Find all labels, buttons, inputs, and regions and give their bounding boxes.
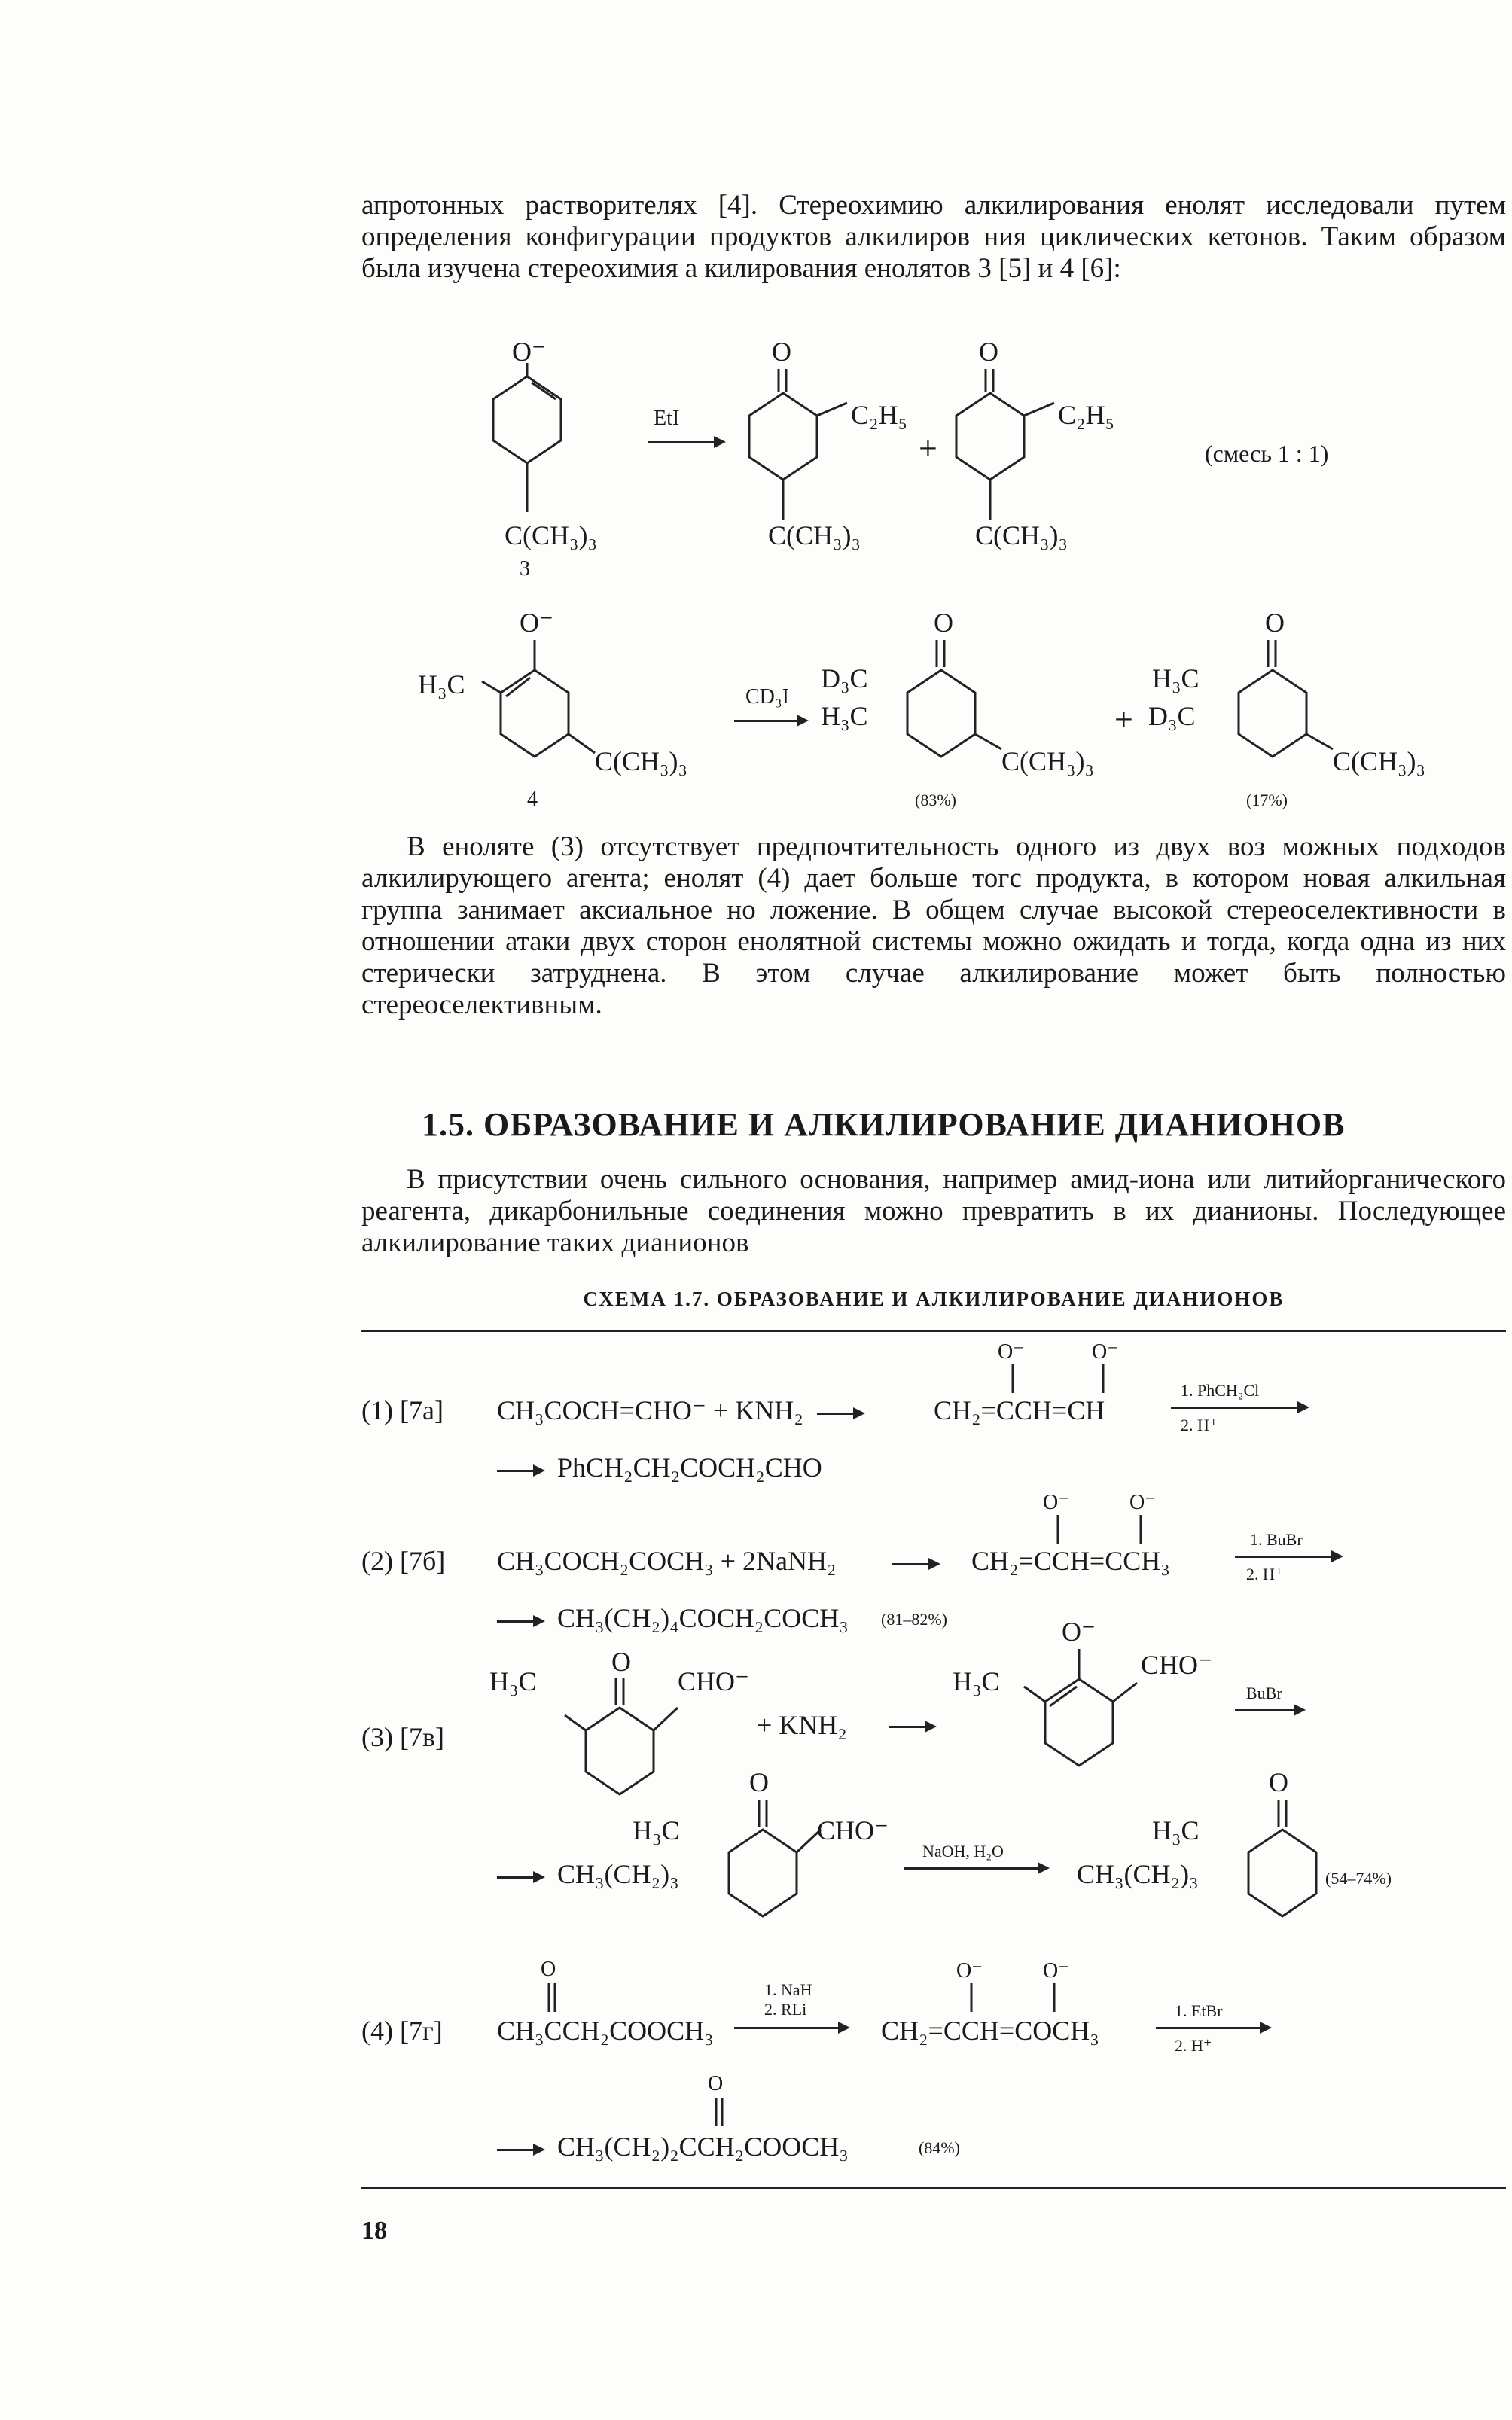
reaction-label: (1) [7а] [361, 1395, 444, 1425]
reagent-label: BuBr [1246, 1684, 1282, 1702]
o-minus-label: O⁻ [1129, 1491, 1156, 1514]
condition-2: 2. RLi [764, 2000, 807, 2019]
alkyl-chain-label: CH₃(CH₂)₃ [557, 1859, 679, 1889]
o-minus-label: O⁻ [1062, 1617, 1096, 1647]
yield-label: (83%) [915, 791, 956, 809]
product: CH₃(CH₂)₄COCH₂COCH₃ [557, 1603, 849, 1633]
o-minus-label: O⁻ [998, 1340, 1024, 1364]
tbu-label: C(CH₃)₃ [1333, 746, 1426, 776]
o-minus-label: O⁻ [1043, 1491, 1069, 1514]
reaction-arrow [904, 1867, 1047, 1870]
reactants: CH₃COCH=CHO⁻ + KNH₂ [497, 1395, 803, 1425]
reaction-label: (2) [7б] [361, 1546, 446, 1576]
condition-2: 2. H⁺ [1181, 1416, 1218, 1434]
final-ketone-ring [1205, 1800, 1355, 1935]
condition-1: 1. NaH [764, 1980, 812, 1999]
caption-rule [361, 1330, 1506, 1332]
tbu-label: C(CH₃)₃ [505, 520, 598, 550]
reaction-arrow [1171, 1407, 1306, 1409]
dianion: CH₂=CCH=CH [934, 1395, 1105, 1425]
o-label: O [1269, 1767, 1288, 1797]
o-minus-label: O⁻ [512, 337, 546, 367]
reaction-arrow [497, 1876, 542, 1879]
reaction-arrow [497, 1470, 542, 1472]
condition-2: 2. H⁺ [1246, 1565, 1284, 1583]
condition-label: NaOH, H₂O [922, 1842, 1004, 1861]
methyl-label: H₃C [1152, 663, 1200, 693]
reaction-arrow [734, 720, 806, 722]
reaction-arrow [648, 441, 723, 443]
dianion: CH₂=CCH=COCH₃ [881, 2016, 1099, 2046]
alkyl-chain-label: CH₃(CH₂)₃ [1077, 1859, 1199, 1889]
o-minus-label: O⁻ [956, 1959, 983, 1983]
condition-3: 1. EtBr [1175, 2001, 1223, 2020]
d3c-label: D₃C [821, 663, 868, 693]
aldehyde-anion-label: CHO⁻ [678, 1666, 750, 1696]
aldehyde-anion-label: CHO⁻ [1141, 1650, 1213, 1680]
reaction-arrow [497, 2149, 542, 2151]
page-number: 18 [361, 2217, 387, 2245]
methyl-label: H₃C [1152, 1815, 1200, 1845]
oxygen-bonds [1005, 1364, 1111, 1394]
scheme-caption: СХЕМА 1.7. ОБРАЗОВАНИЕ И АЛКИЛИРОВАНИЕ ДИАНИОНОВ [583, 1288, 1285, 1310]
methyl-label: H₃C [633, 1815, 680, 1845]
compound-number-3: 3 [520, 557, 530, 581]
tbu-label: C(CH₃)₃ [1001, 746, 1095, 776]
reaction-arrow [497, 1620, 542, 1623]
product-ring-1 [745, 369, 873, 527]
o-label: O [934, 608, 953, 638]
paragraph-intro: апротонных растворителях [4]. Стереохимию алкилирования енолят исследовали путем определения конфигурации продуктов алкилиров ния циклических кетонов. Таким образом была изучена стереохимия а килирования енолятов 3 [5] и 4 [6]: [361, 190, 1506, 284]
yield-label: (84%) [919, 2138, 960, 2157]
oxygen-bonds [964, 1983, 1062, 2013]
o-label: O [1265, 608, 1285, 638]
scheme-bottom-rule [361, 2187, 1506, 2189]
reaction-arrow [892, 1563, 937, 1565]
dianion: CH₂=CCH=CCH₃ [971, 1546, 1170, 1576]
reaction-arrow [889, 1726, 934, 1728]
reactants: CH₃COCH₂COCH₃ + 2NaNH₂ [497, 1546, 837, 1576]
o-minus-label: O⁻ [1043, 1959, 1069, 1983]
reaction-arrow [734, 2027, 847, 2029]
section-title: 1.5. ОБРАЗОВАНИЕ И АЛКИЛИРОВАНИЕ ДИАНИОНОВ [422, 1106, 1346, 1143]
reaction-label: (4) [7г] [361, 2016, 443, 2046]
paragraph-discussion: В еноляте (3) отсутствует предпочтительность одного из двух воз можных подходов алкилирующего агента; енолят (4) дает больше тогс продукта, в котором новая алкильная группа занимает аксиальное но ложение. В общем случае высокой стереоселективности в отношении атаки двух сторон енолятной системы можно ожидать и тогда, когда одна из них стерически затруднена. В этом случае алкилирование может быть полностью стереоселективным. [361, 831, 1506, 1020]
o-label: O [772, 337, 791, 367]
methyl-label: H₃C [418, 669, 465, 699]
carbonyl-bond [713, 2098, 728, 2128]
o-label: O [708, 2072, 724, 2095]
paragraph-dianions: В присутствии очень сильного основания, например амид-иона или литийорганического реагента, дикарбонильные соединения можно превратить в их дианионы. Последующее алкилирование таких дианионов [361, 1164, 1506, 1258]
ethyl-label: C₂H₅ [1058, 400, 1115, 430]
reaction-arrow [1156, 2027, 1269, 2029]
o-label: O [541, 1958, 556, 1981]
reactant: CH₃CCH₂COOCH₃ [497, 2016, 714, 2046]
o-label: O [979, 337, 998, 367]
tbu-label: C(CH₃)₃ [595, 746, 688, 776]
tbu-label: C(CH₃)₃ [975, 520, 1068, 550]
reaction-arrow [817, 1413, 862, 1415]
condition-1: 1. BuBr [1250, 1530, 1303, 1549]
tbu-label: C(CH₃)₃ [768, 520, 861, 550]
methyl-label: H₃C [821, 701, 868, 731]
plus-sign: + [1114, 701, 1133, 738]
product-ring-2 [953, 369, 1081, 527]
reagent-label: CD₃I [745, 685, 789, 709]
o-label: O [611, 1647, 631, 1677]
methyl-label: H₃C [489, 1666, 537, 1696]
reaction-arrow [1235, 1709, 1303, 1711]
condition-1: 1. PhCH₂Cl [1181, 1381, 1260, 1400]
reagent-plus: + KNH₂ [757, 1710, 847, 1740]
yield-label: (54–74%) [1325, 1869, 1392, 1888]
o-minus-label: O⁻ [1092, 1340, 1118, 1364]
condition-4: 2. H⁺ [1175, 2036, 1212, 2055]
d3c-label: D₃C [1148, 701, 1196, 731]
compound-number-4: 4 [527, 788, 538, 811]
reaction-arrow [1235, 1556, 1340, 1558]
product: PhCH₂CH₂COCH₂CHO [557, 1452, 822, 1483]
yield-label: (17%) [1246, 791, 1288, 809]
o-label: O [749, 1767, 769, 1797]
oxygen-bonds [1050, 1515, 1148, 1545]
product: CH₃(CH₂)₂CCH₂COOCH₃ [557, 2132, 849, 2162]
reagent-label: EtI [654, 407, 680, 430]
yield-label: (81–82%) [881, 1610, 947, 1629]
ethyl-label: C₂H₅ [851, 400, 908, 430]
ratio-note: (смесь 1 : 1) [1205, 440, 1329, 467]
plus-sign: + [919, 430, 937, 467]
reaction-label: (3) [7в] [361, 1722, 444, 1752]
enolate-3-ring [482, 369, 572, 527]
o-minus-label: O⁻ [520, 608, 553, 638]
carbonyl-bond [546, 1983, 561, 2013]
methyl-label: H₃C [953, 1666, 1000, 1696]
aldehyde-anion-label: CHO⁻ [817, 1815, 889, 1845]
